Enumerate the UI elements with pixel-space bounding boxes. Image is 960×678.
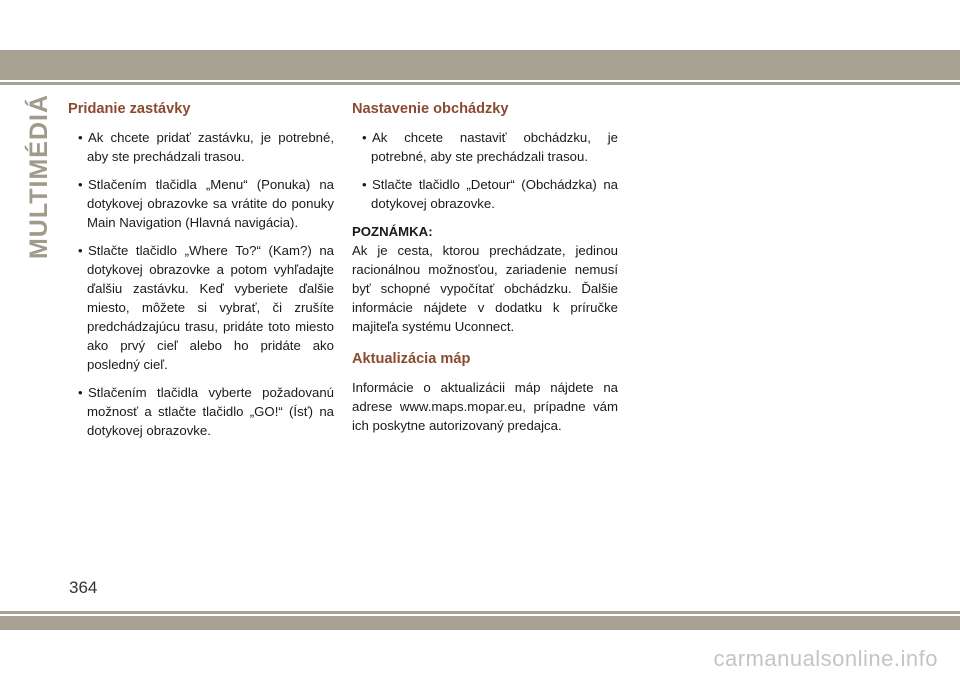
right-column — [352, 100, 618, 443]
map-update-text: Informácie o aktualizácii máp nájdete na adrese www.maps.mopar.eu, prípadne vám ich poskytne autorizovaný predajca. — [352, 380, 618, 433]
heading-add-stop: Pridanie zastávky — [68, 101, 191, 117]
list-item: • Stlačte tlačidlo „Where To?“ (Kam?) na dotykovej obrazovke a potom vyhľadajte ďalšiu zastávku. Keď vyberiete ďalšie miesto, môžete si vybrať, či zrušíte predchádzajúcu trasu, pridáte toto miesto ako prvý cieľ alebo ho pridáte ako posledný cieľ. — [78, 243, 334, 372]
add-stop-list — [68, 128, 334, 440]
left-column — [68, 100, 334, 449]
watermark: carmanualsonline.info — [713, 646, 938, 671]
heading-detour: Nastavenie obchádzky — [352, 101, 509, 117]
bottom-divider-line — [0, 611, 960, 614]
page-number: 364 — [69, 578, 98, 597]
list-item: • Ak chcete pridať zastávku, je potrebné, aby ste prechádzali trasou. — [78, 130, 334, 164]
bottom-footer-band — [0, 616, 960, 630]
list-item: • Stlačením tlačidla „Menu“ (Ponuka) na dotykovej obrazovke sa vrátite do ponuky Main Navigation (Hlavná navigácia). — [78, 177, 334, 230]
list-item: • Ak chcete nastaviť obchádzku, je potrebné, aby ste prechádzali trasou. — [362, 130, 618, 164]
section-side-label-text: MULTIMÉDIÁ — [25, 93, 54, 260]
section-side-label — [22, 93, 58, 260]
detour-list — [352, 128, 618, 213]
list-item: • Stlačením tlačidla vyberte požadovanú možnosť a stlačte tlačidlo „GO!“ (Ísť) na dotykovej obrazovke. — [78, 385, 334, 438]
note-label: POZNÁMKA: — [352, 224, 433, 239]
note-text: Ak je cesta, ktorou prechádzate, jedinou racionálnou možnosťou, zariadenie nemusí byť schopné vypočítať obchádzku. Ďalšie informácie nájdete v dodatku k príručke majiteľa systému Uconnect. — [352, 243, 618, 334]
top-divider-line — [0, 82, 960, 85]
top-header-band — [0, 50, 960, 80]
list-item: • Stlačte tlačidlo „Detour“ (Obchádzka) na dotykovej obrazovke. — [362, 177, 618, 211]
heading-map-update: Aktualizácia máp — [352, 351, 471, 367]
